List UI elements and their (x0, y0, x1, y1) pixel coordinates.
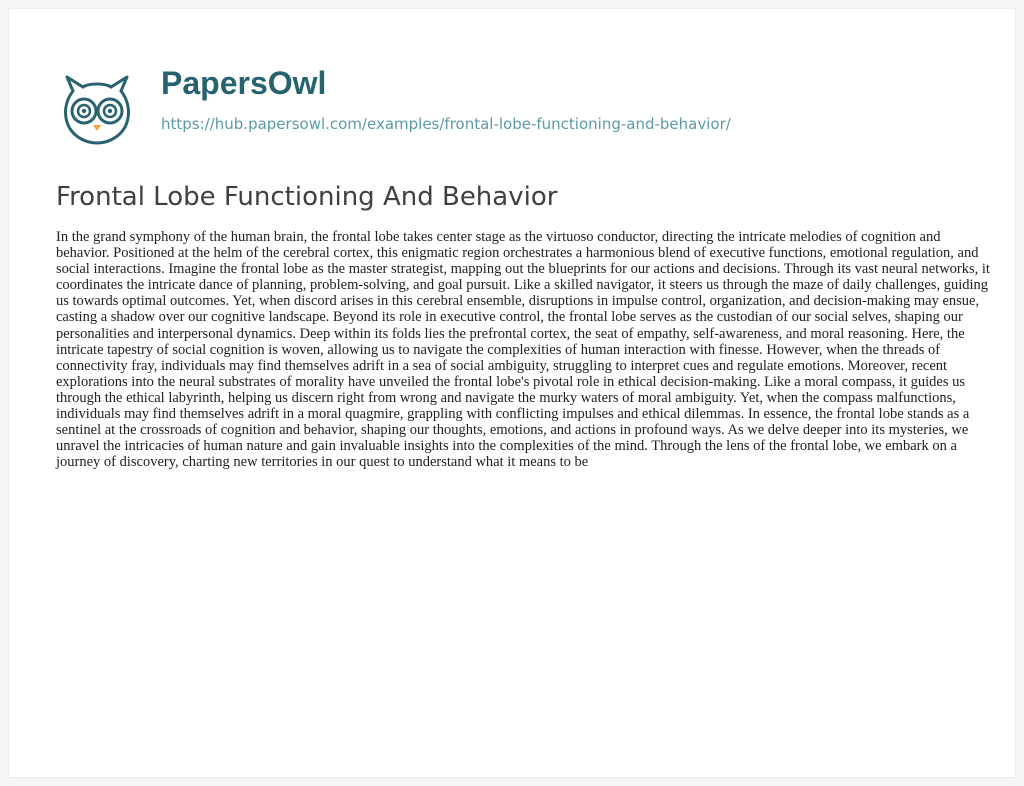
brand-name: PapersOwl (161, 65, 327, 101)
article-body: In the grand symphony of the human brain, the frontal lobe takes center stage as the virtuoso conductor, directing the intricate melodies of cognition and behavior. Positioned at the helm of the cerebral cortex, this enigmatic region orchestrates a harmonious blend of executive functions, emotional regulation, and social interactions. Imagine the frontal lobe as the master strategist, mapping out the blueprints for our actions and decisions. Through its vast neural networks, it coordinates the intricate dance of planning, problem-solving, and goal pursuit. Like a skilled navigator, it steers us through the maze of daily challenges, guiding us towards optimal outcomes. Yet, when discord arises in this cerebral ensemble, disruptions in impulse control, organization, and decision-making may ensue, casting a shadow over our cognitive landscape. Beyond its role in executive control, the frontal lobe serves as the custodian of our social selves, shaping our personalities and interpersonal dynamics. Deep within its folds lies the prefrontal cortex, the seat of empathy, self-awareness, and moral reasoning. Here, the intricate tapestry of social cognition is woven, allowing us to navigate the complexities of human interaction with finesse. However, when the threads of connectivity fray, individuals may find themselves adrift in a sea of social ambiguity, struggling to interpret cues and regulate emotions. Moreover, recent explorations into the neural substrates of morality have unveiled the frontal lobe's pivotal role in ethical decision-making. Like a moral compass, it guides us through the ethical labyrinth, helping us discern right from wrong and navigate the murky waters of moral ambiguity. Yet, when the compass malfunctions, individuals may find themselves adrift in a moral quagmire, grappling with conflicting impulses and ethical dilemmas. In essence, the frontal lobe stands as a sentinel at the crossroads of cognition and behavior, shaping our thoughts, emotions, and actions in profound ways. As we delve deeper into its mysteries, we unravel the intricacies of human nature and gain invaluable insights into the complexities of the mind. Through the lens of the frontal lobe, we embark on a journey of discovery, charting new territories in our quest to understand what it means to be (56, 229, 990, 471)
page-title: Frontal Lobe Functioning And Behavior (56, 182, 558, 212)
owl-icon (55, 71, 139, 145)
source-url[interactable]: https://hub.papersowl.com/examples/frontal-lobe-functioning-and-behavior/ (161, 115, 731, 133)
document-page (8, 8, 1016, 778)
